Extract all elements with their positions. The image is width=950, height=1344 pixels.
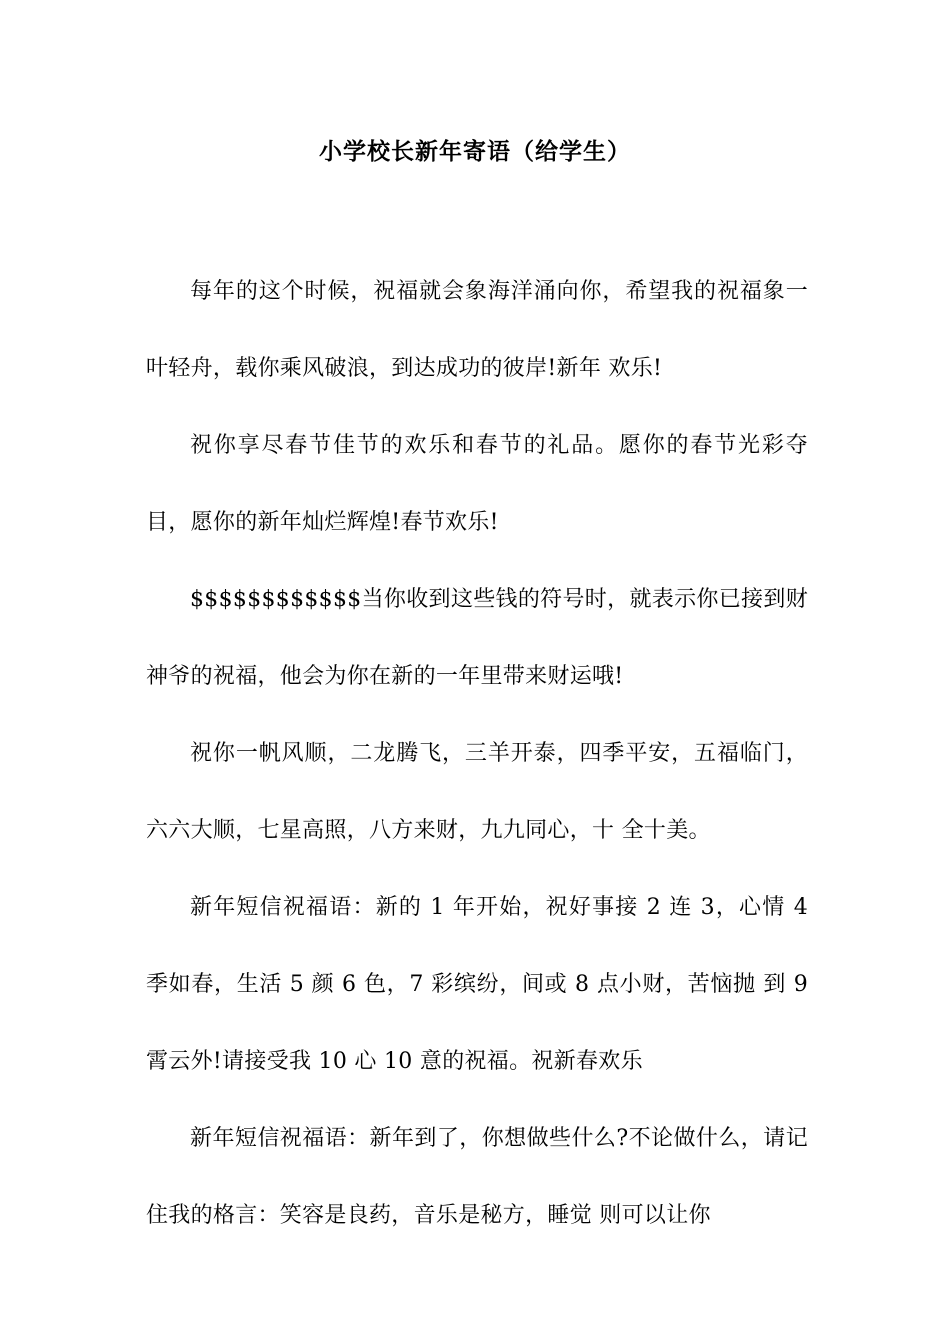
paragraph-4: 祝你一帆风顺，二龙腾飞，三羊开泰，四季平安，五福临门，六六大顺，七星高照，八方来财，九九同心，十 全十美。 bbox=[146, 741, 808, 843]
paragraph-6: 新年短信祝福语：新年到了，你想做些什么?不论做什么，请记住我的格言：笑容是良药，音乐是秘方，睡觉 则可以让你 bbox=[146, 1126, 808, 1228]
document-title: 小学校长新年寄语（给学生） bbox=[319, 139, 631, 165]
document-body bbox=[146, 253, 808, 1254]
paragraph-1: 每年的这个时候，祝福就会象海洋涌向你，希望我的祝福象一叶轻舟，载你乘风破浪，到达成功的彼岸!新年 欢乐! bbox=[146, 279, 808, 381]
paragraph-5: 新年短信祝福语：新的 1 年开始，祝好事接 2 连 3，心情 4 季如春，生活 5 颜 6 色，7 彩缤纷，间或 8 点小财，苦恼抛 到 9 霄云外!请接受我 10 心 10 意的祝福。祝新春欢乐 bbox=[146, 895, 808, 1074]
paragraph-3: $$$$$$$$$$$$当你收到这些钱的符号时，就表示你已接到财神爷的祝福，他会为你在新的一年里带来财运哦! bbox=[146, 587, 808, 689]
paragraph-2: 祝你享尽春节佳节的欢乐和春节的礼品。愿你的春节光彩夺目，愿你的新年灿烂辉煌!春节欢乐! bbox=[146, 433, 808, 535]
